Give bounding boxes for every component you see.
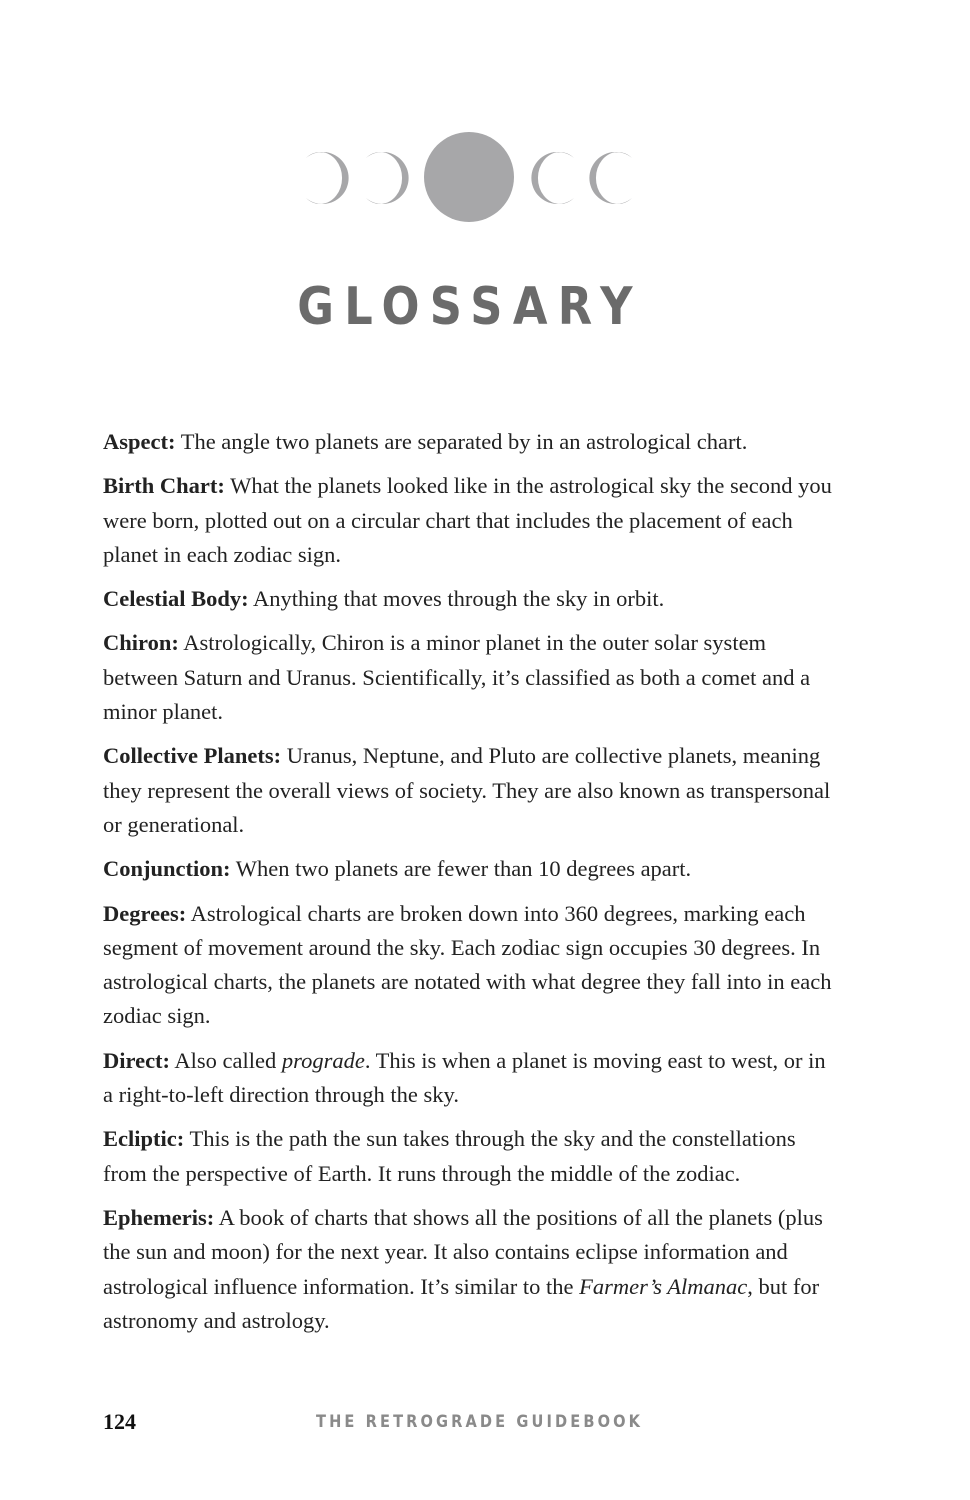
glossary-definition: Also called bbox=[170, 1047, 282, 1073]
glossary-term: Conjunction: bbox=[103, 856, 231, 882]
full-moon-icon bbox=[424, 132, 514, 222]
glossary-entry bbox=[103, 1201, 833, 1338]
glossary-definition: . This is when a planet is moving east to west, or in a right-to-left direction through the sky. bbox=[103, 1047, 826, 1108]
glossary-term: Direct: bbox=[103, 1047, 171, 1073]
glossary-definition: A book of charts that shows all the positions of all the planets (plus the sun and moon) for the next year. It also contains eclipse information and astrological influence information. It’s similar to the bbox=[103, 1204, 823, 1299]
page-number: 124 bbox=[103, 1409, 136, 1434]
crescent-moon-icon bbox=[366, 152, 409, 204]
glossary-definition: When two planets are fewer than 10 degrees apart. bbox=[230, 856, 692, 882]
glossary-term: Aspect: bbox=[103, 429, 176, 454]
glossary-definition: Astrologically, Chiron is a minor planet in the outer solar system between Saturn and Uranus. Scientifically, it’s classified as both a comet and a minor planet. bbox=[103, 630, 811, 725]
glossary-definition: What the planets looked like in the astrological sky the second you were born, plotted out on a circular chart that includes the placement of each planet in each zodiac sign. bbox=[103, 473, 832, 567]
glossary-entry bbox=[103, 1044, 833, 1113]
moon-phases-icon bbox=[0, 130, 970, 225]
glossary-definition: Astrological charts are broken down into 360 degrees, marking each segment of movement around the sky. Each zodiac sign occupies 30 degrees. In astrological charts, the planets are notated with what degree they fall into in each zodiac sign. bbox=[103, 900, 832, 1029]
crescent-moon-icon bbox=[306, 152, 349, 204]
glossary-term: Ecliptic: bbox=[103, 1126, 185, 1152]
glossary-term: Collective Planets: bbox=[103, 743, 282, 769]
glossary-definition: Anything that moves through the sky in orbit. bbox=[248, 586, 665, 612]
glossary-entry bbox=[103, 1122, 833, 1191]
running-footer-title: THE RETROGRADE GUIDEBOOK bbox=[316, 1412, 644, 1432]
glossary-definition: Uranus, Neptune, and Pluto are collective planets, meaning they represent the overall views of society. They are also known as transpersonal or generational. bbox=[103, 743, 831, 837]
glossary-entry bbox=[103, 425, 833, 459]
glossary-term: Ephemeris: bbox=[103, 1204, 215, 1230]
glossary-definition: The angle two planets are separated by in an astrological chart. bbox=[175, 429, 748, 454]
glossary-definition: , but for astronomy and astrology. bbox=[103, 1273, 820, 1333]
glossary-entry bbox=[103, 739, 833, 842]
glossary-entry bbox=[103, 582, 833, 616]
glossary-entry bbox=[103, 469, 833, 572]
glossary-entry bbox=[103, 897, 833, 1034]
page-title: GLOSSARY bbox=[297, 277, 643, 337]
glossary-list bbox=[103, 425, 833, 1348]
glossary-term: Degrees: bbox=[103, 900, 187, 926]
italic-text: Farmer’s Almanac bbox=[579, 1273, 748, 1299]
glossary-term: Birth Chart: bbox=[103, 473, 225, 499]
glossary-term: Celestial Body: bbox=[103, 586, 249, 612]
glossary-definition: This is the path the sun takes through the sky and the constellations from the perspective of Earth. It runs through the middle of the zodiac. bbox=[103, 1126, 796, 1186]
crescent-moon-icon bbox=[589, 152, 632, 204]
crescent-moon-icon bbox=[531, 152, 574, 204]
glossary-entry bbox=[103, 626, 833, 729]
glossary-term: Chiron: bbox=[103, 630, 179, 656]
italic-text: prograde bbox=[281, 1047, 365, 1073]
glossary-entry bbox=[103, 852, 833, 886]
